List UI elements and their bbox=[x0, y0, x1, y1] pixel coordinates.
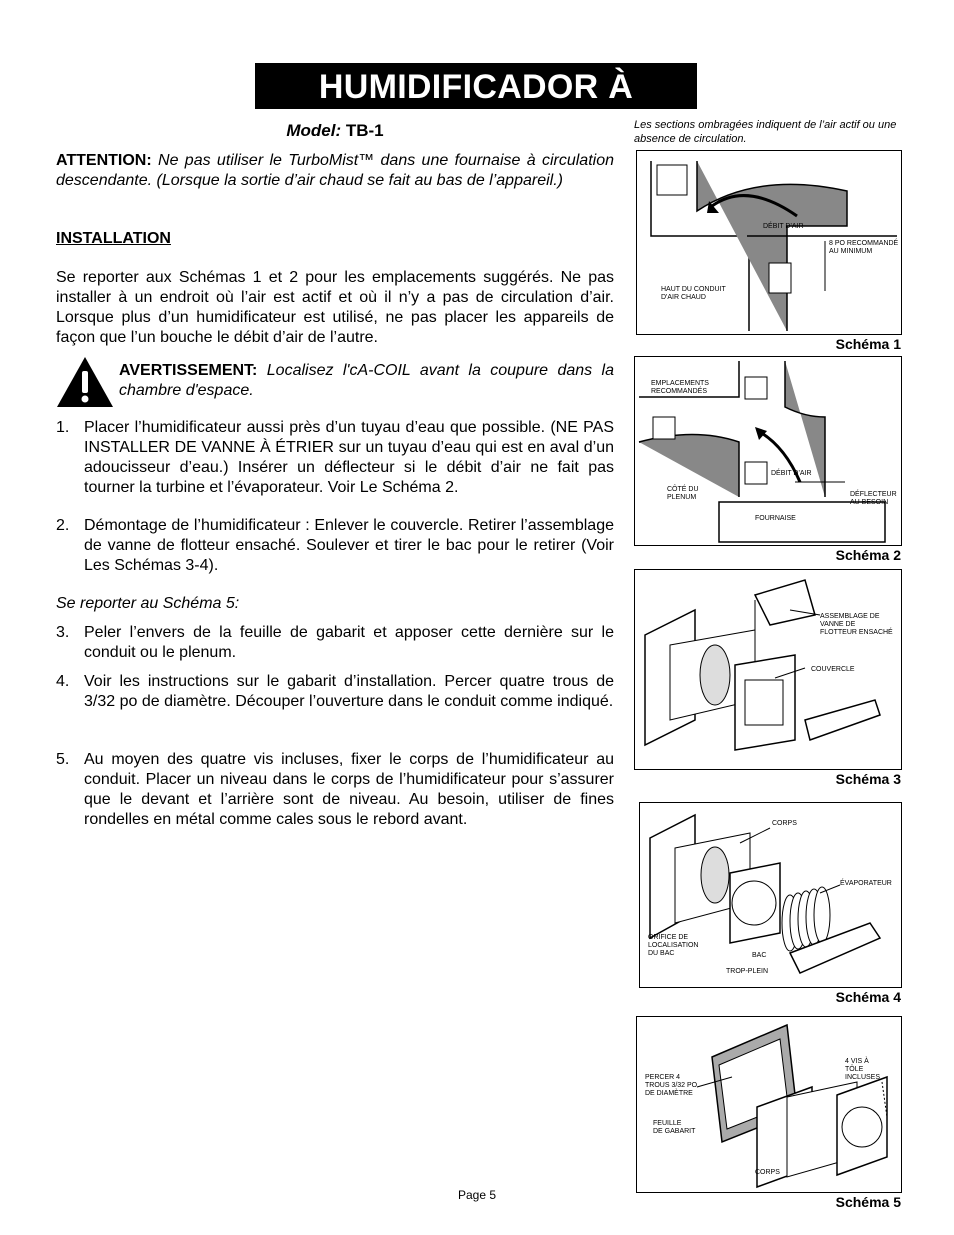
schema-3-label-ass3: FLOTTEUR ENSACHÉ bbox=[820, 629, 893, 636]
schema-1-diagram bbox=[637, 151, 902, 335]
schema-1-label-min1: 8 PO RECOMMANDÉ bbox=[829, 240, 899, 247]
schema-5-label-p2: TROUS 3/32 PO bbox=[645, 1082, 698, 1089]
schema-2-label-defl2: AU BESOIN bbox=[850, 499, 889, 506]
schema-5-label-p3: DE DIAMÈTRE bbox=[645, 1090, 693, 1097]
schema-4-diagram bbox=[640, 803, 902, 988]
schema-5-label-f1: FEUILLE bbox=[653, 1120, 682, 1127]
schema-4-figure bbox=[639, 802, 902, 988]
page-number: Page 5 bbox=[457, 1188, 497, 1202]
schema-4-label-or3: DU BAC bbox=[648, 950, 675, 957]
schema-5-label-corps: CORPS bbox=[755, 1169, 780, 1176]
schema-4-label-or2: LOCALISATION bbox=[648, 942, 699, 949]
schema-5-label-v2: TÔLE bbox=[845, 1066, 864, 1073]
model-value: TB-1 bbox=[345, 121, 384, 140]
attention-text: Ne pas utiliser le TurboMist™ dans une fournaise à circulation descendante. (Lorsque la sortie d’air chaud se fait au bas de l’appareil.) bbox=[56, 152, 614, 189]
schema-2-label-empl2: RECOMMANDÉS bbox=[651, 388, 708, 395]
schema-5-caption: Schéma 5 bbox=[835, 1194, 901, 1210]
schema-2-caption: Schéma 2 bbox=[835, 547, 901, 563]
schema-2-figure bbox=[634, 356, 902, 546]
schema-2-label-empl1: EMPLACEMENTS bbox=[651, 380, 709, 387]
step-text: Au moyen des quatre vis incluses, fixer le corps de l’humidificateur au conduit. Placer un niveau dans le corps de l’humidificateur pour s’assurer que le devant et l’arrière sont de niveau. Au besoin, utiliser de fines rondelles en métal comme cales sous le rebord avant. bbox=[84, 751, 614, 828]
schema-2-label-defl1: DÉFLECTEUR bbox=[850, 491, 897, 498]
schema-2-label-cote2: PLENUM bbox=[667, 494, 697, 501]
schema-4-label-or1: ORIFICE DE bbox=[648, 934, 689, 941]
schema-5-label-f2: DE GABARIT bbox=[653, 1128, 696, 1135]
schema-5-label-v1: 4 VIS À bbox=[845, 1058, 869, 1065]
schema-3-label-ass1: ASSEMBLAGE DE bbox=[820, 613, 880, 620]
step-text: Voir les instructions sur le gabarit d’installation. Percer quatre trous de 3/32 po de diamètre. Découper l’ouverture dans le conduit comme indiqué. bbox=[84, 673, 614, 710]
model-line bbox=[56, 121, 614, 141]
schema-5-diagram bbox=[637, 1017, 902, 1193]
schema-4-label-evap: ÉVAPORATEUR bbox=[840, 880, 892, 887]
schema-4-label-trop: TROP-PLEIN bbox=[726, 968, 769, 975]
schema-5-label-p1: PERCER 4 bbox=[645, 1074, 681, 1081]
step-text: Peler l’envers de la feuille de gabarit et apposer cette dernière sur le conduit ou le plenum. bbox=[84, 624, 614, 661]
schema-1-caption: Schéma 1 bbox=[835, 336, 901, 352]
schema-3-caption: Schéma 3 bbox=[835, 771, 901, 787]
step-text: Placer l’humidificateur aussi près d’un tuyau d’eau que possible. (NE PAS INSTALLER DE VANNE À ÉTRIER sur un tuyau d’eau qui est en aval d’un adoucisseur d’eau.) Insérer un déflecteur si le débit d’air ne fait pas tourner la turbine et l’évaporateur. Voir Le Schéma 2. bbox=[84, 419, 614, 496]
attention-label: ATTENTION: bbox=[56, 152, 152, 169]
attention-paragraph bbox=[56, 151, 614, 191]
schema-3-figure bbox=[634, 569, 902, 770]
installation-heading: INSTALLATION bbox=[56, 230, 171, 247]
schema-1-label-debit: DÉBIT D'AIR bbox=[763, 223, 804, 230]
step-number: 4. bbox=[56, 673, 70, 690]
step-number: 3. bbox=[56, 624, 70, 641]
schema-2-label-cote1: CÔTÉ DU bbox=[667, 486, 699, 493]
schema-5-figure bbox=[636, 1016, 902, 1193]
schema-5-label-v3: INCLUSES bbox=[845, 1074, 881, 1081]
schema-1-label-min2: AU MINIMUM bbox=[829, 248, 873, 255]
installation-intro: Se reporter aux Schémas 1 et 2 pour les emplacements suggérés. Ne pas installer à un endroit où l’air est actif et où il n’y a pas de circulation d’air. Lorsque plus d’un humidificateur est utilisé, ne pas placer les appareils de façon que l’un bouche le débit d’air de l’autre. bbox=[56, 269, 614, 346]
schema-3-label-couv: COUVERCLE bbox=[811, 666, 855, 673]
warning-label: AVERTISSEMENT: bbox=[119, 362, 258, 379]
warning-triangle-icon bbox=[56, 356, 114, 408]
schema-3-label-ass2: VANNE DE bbox=[820, 621, 856, 628]
warning-paragraph bbox=[119, 361, 614, 401]
schema-3-diagram bbox=[635, 570, 902, 770]
see-schema-5: Se reporter au Schéma 5: bbox=[56, 595, 240, 612]
step-number: 5. bbox=[56, 751, 70, 768]
step-number: 1. bbox=[56, 419, 70, 436]
warning-text: Localisez l'cA-COIL avant la coupure dans la chambre d'espace. bbox=[119, 362, 614, 399]
schema-1-figure bbox=[636, 150, 902, 335]
schema-2-label-fourn: FOURNAISE bbox=[755, 515, 796, 522]
step-text: Démontage de l’humidificateur : Enlever le couvercle. Retirer l’assemblage de vanne de flotteur ensaché. Soulever et tirer le bac pour le retirer (Voir Les Schémas 3-4). bbox=[84, 517, 614, 574]
step-number: 2. bbox=[56, 517, 70, 534]
schema-2-label-debit: DÉBIT D'AIR bbox=[771, 470, 812, 477]
page-title: HUMIDIFICADOR À TURBINE bbox=[255, 63, 697, 109]
schema-4-caption: Schéma 4 bbox=[835, 989, 901, 1005]
schema-1-label-haut1: HAUT DU CONDUIT bbox=[661, 286, 726, 293]
shading-note: Les sections ombragées indiquent de l’air actif ou une absence de circulation. bbox=[634, 119, 897, 145]
schema-4-label-bac: BAC bbox=[752, 952, 767, 959]
schema-2-diagram bbox=[635, 357, 902, 546]
schema-4-label-corps: CORPS bbox=[772, 820, 797, 827]
schema-1-label-haut2: D'AIR CHAUD bbox=[661, 294, 706, 301]
model-label: Model: bbox=[286, 121, 342, 140]
